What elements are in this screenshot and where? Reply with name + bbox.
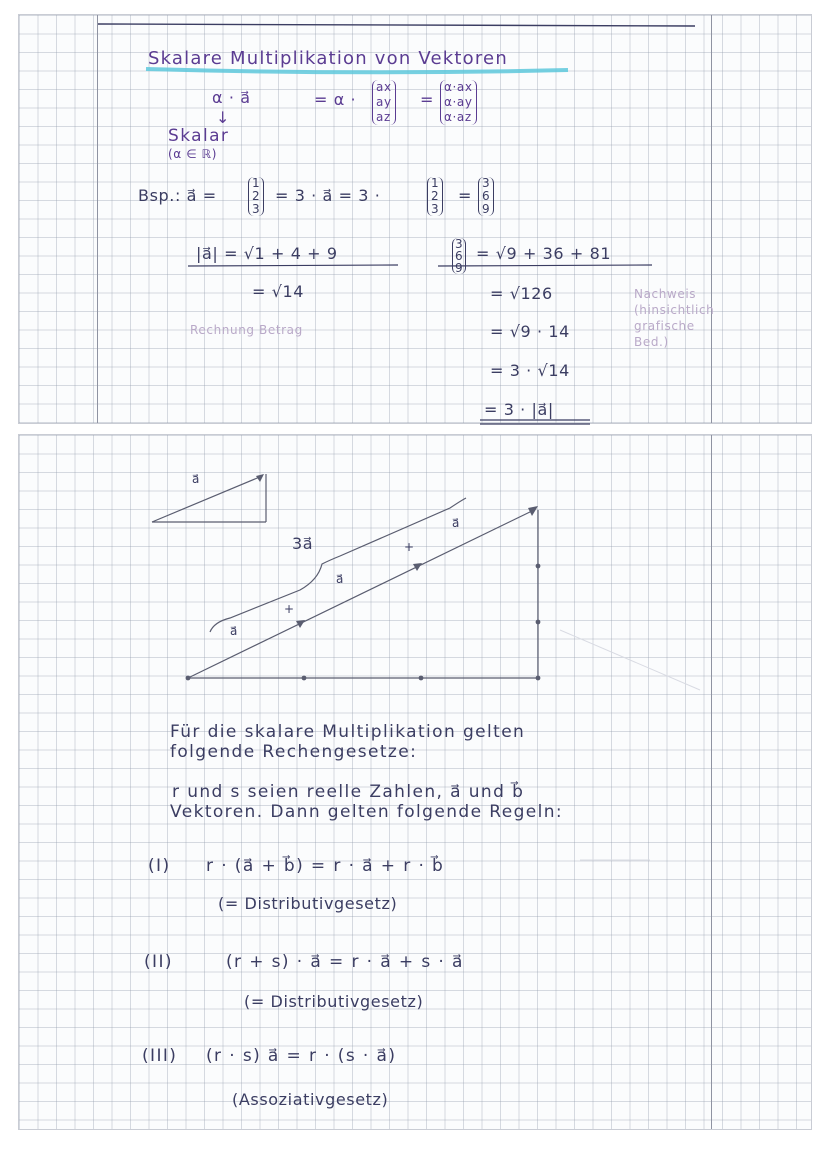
intro-line-1: Für die skalare Multiplikation gelten: [170, 722, 526, 742]
equals-alpha: = α ·: [314, 90, 357, 109]
grid-point: [186, 676, 191, 681]
equals-sign: =: [420, 90, 435, 109]
grid-point: [419, 676, 424, 681]
rule-1: r · (a⃗ + b⃗) = r · a⃗ + r · b⃗: [206, 856, 445, 876]
vector-component: ax: [376, 80, 392, 94]
label-a-mid: a⃗: [336, 572, 344, 586]
vector-component: 1: [252, 176, 261, 190]
vector-component: az: [376, 110, 391, 124]
condition-line-1: r und s seien reelle Zahlen, a⃗ und b⃗: [172, 782, 525, 802]
equals-sign: =: [458, 186, 473, 205]
side-note-line: (hinsichtlich: [634, 303, 715, 317]
label-3a: 3a⃗: [292, 534, 314, 553]
vector-component: 2: [431, 189, 440, 203]
intro-line-2: folgende Rechengesetze:: [170, 742, 418, 762]
rule-3: (r · s) a⃗ = r · (s · a⃗): [206, 1046, 397, 1066]
step-2: = √9 · 14: [490, 322, 570, 341]
vector-3a: [188, 510, 534, 678]
vector-component: 6: [455, 249, 464, 263]
vector-component: 3: [482, 176, 491, 190]
side-note-line: grafische: [634, 319, 695, 333]
arrowhead: [413, 563, 422, 571]
magnitude-369: = √9 + 36 + 81: [476, 244, 612, 263]
vector-component: 6: [482, 189, 491, 203]
vector-component: 9: [482, 202, 491, 216]
step-3: = 3 · √14: [490, 361, 570, 380]
grid-point: [302, 676, 307, 681]
vector-component: 9: [455, 261, 464, 275]
example-middle: = 3 · a⃗ = 3 ·: [275, 186, 381, 205]
magnitude-a-result: = √14: [252, 282, 305, 301]
page-title: Skalare Multiplikation von Vektoren: [148, 48, 508, 69]
vector-component: 2: [252, 189, 261, 203]
brace-3a: [210, 498, 466, 632]
arrowhead: [296, 620, 305, 628]
step-4: = 3 · |a⃗|: [484, 400, 554, 419]
side-note-line: Nachweis: [634, 287, 697, 301]
condition-line-2: Vektoren. Dann gelten folgende Regeln:: [170, 802, 564, 822]
vector-component: 3: [455, 237, 464, 251]
label-a-small: a⃗: [192, 472, 200, 486]
step-1: = √126: [490, 284, 553, 303]
side-note-line: Bed.): [634, 335, 669, 349]
rule-3-name: (Assoziativgesetz): [232, 1090, 389, 1109]
small-vector-a: [152, 476, 262, 522]
grid-point: [536, 676, 541, 681]
label-a-low: a⃗: [230, 624, 238, 638]
label-a-top: a⃗: [452, 516, 460, 530]
vector-component: 3: [252, 202, 261, 216]
arrowhead: [528, 506, 538, 516]
plus-sign: +: [284, 602, 295, 616]
skalar-label: Skalar: [168, 126, 230, 146]
alpha-times-a: α · a⃗: [212, 88, 251, 107]
skalar-set: (α ∈ ℝ): [168, 147, 218, 161]
example-label: Bsp.: a⃗ =: [138, 186, 217, 205]
faint-note: Rechnung Betrag: [190, 323, 303, 337]
vector-component: α·az: [444, 110, 472, 124]
arrow-down-icon: ↓: [216, 108, 231, 127]
vector-component: 1: [431, 176, 440, 190]
rule-2-number: (II): [144, 952, 173, 972]
plus-sign: +: [404, 540, 415, 554]
vector-component: α·ax: [444, 80, 473, 94]
grid-point: [536, 620, 541, 625]
rule-2-name: (= Distributivgesetz): [244, 992, 424, 1011]
vector-component: ay: [376, 95, 392, 109]
rule-3-number: (III): [142, 1046, 178, 1066]
vector-component: α·ay: [444, 95, 473, 109]
vector-component: 3: [431, 202, 440, 216]
grid-point: [536, 564, 541, 569]
rule-2: (r + s) · a⃗ = r · a⃗ + s · a⃗: [226, 952, 464, 972]
rule-1-name: (= Distributivgesetz): [218, 894, 398, 913]
magnitude-a: |a⃗| = √1 + 4 + 9: [196, 244, 338, 263]
rule-1-number: (I): [148, 856, 171, 876]
